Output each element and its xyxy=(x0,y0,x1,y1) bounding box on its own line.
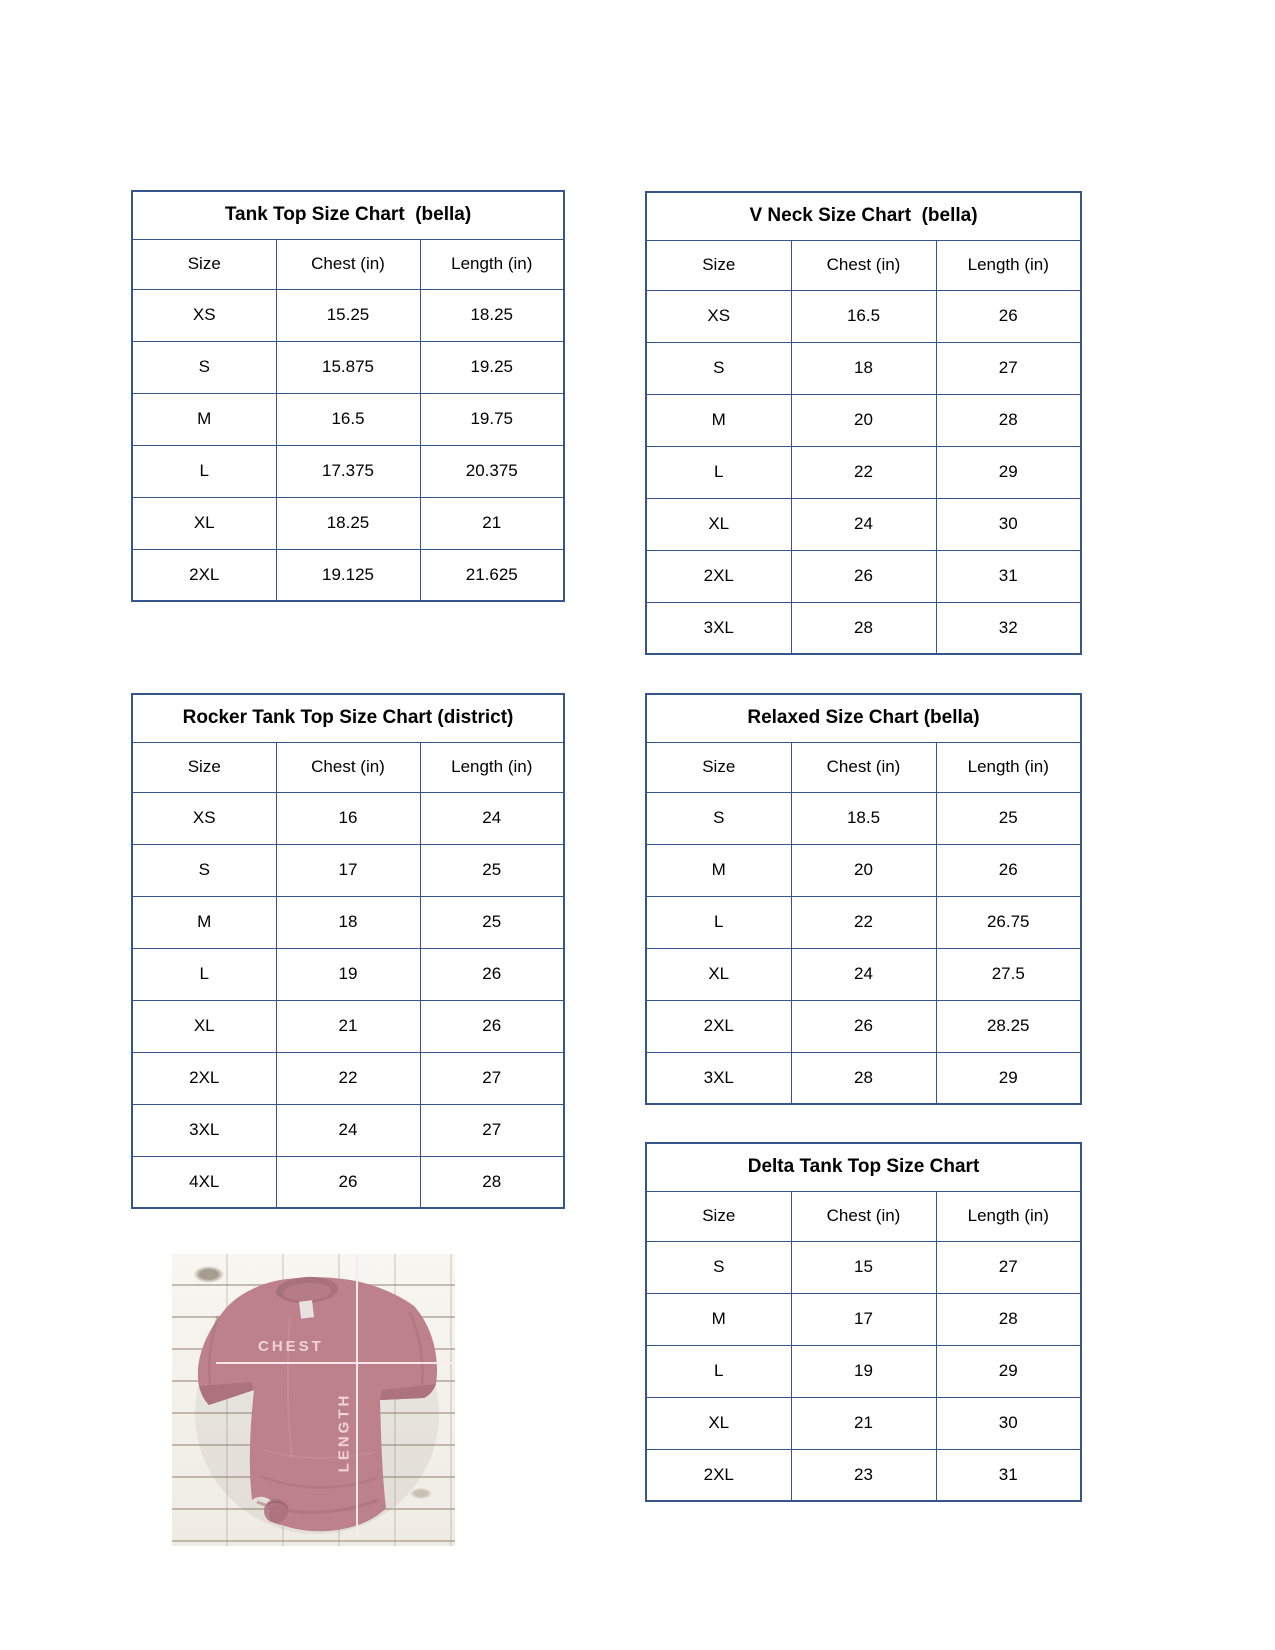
table-body xyxy=(646,1241,1081,1501)
table-title: Rocker Tank Top Size Chart (district) xyxy=(132,694,564,742)
size-cell: 2XL xyxy=(132,1052,276,1104)
size-cell: M xyxy=(646,844,791,896)
table-row xyxy=(646,446,1081,498)
size-cell: 3XL xyxy=(646,1052,791,1104)
chest-cell: 22 xyxy=(791,446,936,498)
size-cell: S xyxy=(646,1241,791,1293)
length-cell: 28 xyxy=(936,394,1081,446)
size-cell: 4XL xyxy=(132,1156,276,1208)
table-row xyxy=(646,1293,1081,1345)
size-cell: XL xyxy=(646,1397,791,1449)
column-header-chest: Chest (in) xyxy=(791,1191,936,1241)
size-cell: L xyxy=(646,446,791,498)
chest-cell: 16.5 xyxy=(276,393,420,445)
table-title-row xyxy=(646,694,1081,742)
length-cell: 29 xyxy=(936,446,1081,498)
table-header-row xyxy=(646,1191,1081,1241)
length-label: LENGTH xyxy=(335,1392,353,1473)
size-cell: 3XL xyxy=(646,602,791,654)
table-row xyxy=(646,290,1081,342)
table-title: Delta Tank Top Size Chart xyxy=(646,1143,1081,1191)
v-neck-size-table xyxy=(645,191,1082,655)
chest-cell: 24 xyxy=(791,948,936,1000)
chest-cell: 20 xyxy=(791,394,936,446)
size-cell: XL xyxy=(132,497,276,549)
length-cell: 25 xyxy=(936,792,1081,844)
size-cell: M xyxy=(132,896,276,948)
chest-cell: 18 xyxy=(276,896,420,948)
size-cell: XL xyxy=(646,498,791,550)
chest-cell: 17 xyxy=(276,844,420,896)
column-header-size: Size xyxy=(132,742,276,792)
column-header-size: Size xyxy=(646,742,791,792)
table-row xyxy=(132,1052,564,1104)
chest-cell: 24 xyxy=(276,1104,420,1156)
delta-tank-size-table xyxy=(645,1142,1082,1502)
table-row xyxy=(132,792,564,844)
table-title-row xyxy=(646,192,1081,240)
length-cell: 27 xyxy=(936,1241,1081,1293)
table-row xyxy=(132,445,564,497)
table-row xyxy=(132,844,564,896)
chest-cell: 26 xyxy=(791,1000,936,1052)
length-cell: 30 xyxy=(936,1397,1081,1449)
chest-measurement-line xyxy=(216,1362,454,1364)
tank-top-size-table xyxy=(131,190,565,602)
table-row xyxy=(646,498,1081,550)
length-cell: 32 xyxy=(936,602,1081,654)
length-cell: 28 xyxy=(936,1293,1081,1345)
size-cell: 3XL xyxy=(132,1104,276,1156)
table-title: V Neck Size Chart (bella) xyxy=(646,192,1081,240)
chest-cell: 26 xyxy=(791,550,936,602)
chest-cell: 17.375 xyxy=(276,445,420,497)
shirt-measurement-photo xyxy=(172,1254,455,1546)
chest-cell: 17 xyxy=(791,1293,936,1345)
chest-cell: 28 xyxy=(791,1052,936,1104)
table-row xyxy=(132,948,564,1000)
table-row xyxy=(132,497,564,549)
column-header-size: Size xyxy=(646,240,791,290)
length-cell: 30 xyxy=(936,498,1081,550)
size-cell: L xyxy=(132,948,276,1000)
column-header-length: Length (in) xyxy=(936,240,1081,290)
chest-cell: 24 xyxy=(791,498,936,550)
rocker-tank-size-table xyxy=(131,693,565,1209)
chest-cell: 16.5 xyxy=(791,290,936,342)
length-cell: 26 xyxy=(936,844,1081,896)
size-cell: 2XL xyxy=(132,549,276,601)
size-cell: XL xyxy=(132,1000,276,1052)
table-row xyxy=(132,896,564,948)
table-row xyxy=(646,1397,1081,1449)
chest-cell: 19 xyxy=(791,1345,936,1397)
chest-cell: 18.25 xyxy=(276,497,420,549)
length-cell: 27 xyxy=(420,1104,564,1156)
chest-cell: 22 xyxy=(791,896,936,948)
table-row xyxy=(646,342,1081,394)
table-row xyxy=(646,1449,1081,1501)
table-row xyxy=(132,393,564,445)
relaxed-size-table xyxy=(645,693,1082,1105)
size-cell: S xyxy=(646,792,791,844)
length-measurement-line xyxy=(356,1254,358,1538)
chest-cell: 28 xyxy=(791,602,936,654)
size-cell: S xyxy=(646,342,791,394)
chest-cell: 18.5 xyxy=(791,792,936,844)
chest-cell: 15 xyxy=(791,1241,936,1293)
chest-cell: 16 xyxy=(276,792,420,844)
table-header-row xyxy=(132,742,564,792)
chest-label: CHEST xyxy=(258,1338,324,1355)
length-cell: 24 xyxy=(420,792,564,844)
length-cell: 21 xyxy=(420,497,564,549)
table-row xyxy=(132,549,564,601)
table-row xyxy=(646,394,1081,446)
table-header-row xyxy=(646,742,1081,792)
size-cell: M xyxy=(646,1293,791,1345)
table-row xyxy=(132,1000,564,1052)
length-cell: 31 xyxy=(936,1449,1081,1501)
column-header-chest: Chest (in) xyxy=(276,742,420,792)
column-header-chest: Chest (in) xyxy=(791,742,936,792)
table-row xyxy=(646,844,1081,896)
chest-cell: 19.125 xyxy=(276,549,420,601)
length-cell: 27.5 xyxy=(936,948,1081,1000)
table-row xyxy=(646,792,1081,844)
chest-cell: 15.875 xyxy=(276,341,420,393)
table-row xyxy=(646,1000,1081,1052)
length-cell: 20.375 xyxy=(420,445,564,497)
length-cell: 26 xyxy=(420,948,564,1000)
chest-cell: 26 xyxy=(276,1156,420,1208)
size-cell: XS xyxy=(646,290,791,342)
table-row xyxy=(646,896,1081,948)
table-body xyxy=(646,290,1081,654)
length-cell: 29 xyxy=(936,1052,1081,1104)
size-cell: S xyxy=(132,341,276,393)
column-header-size: Size xyxy=(132,239,276,289)
size-cell: 2XL xyxy=(646,1000,791,1052)
length-cell: 31 xyxy=(936,550,1081,602)
length-cell: 18.25 xyxy=(420,289,564,341)
size-cell: M xyxy=(646,394,791,446)
length-cell: 28 xyxy=(420,1156,564,1208)
table-row xyxy=(646,1241,1081,1293)
table-body xyxy=(646,792,1081,1104)
length-cell: 29 xyxy=(936,1345,1081,1397)
chest-cell: 21 xyxy=(276,1000,420,1052)
length-cell: 27 xyxy=(936,342,1081,394)
chest-cell: 19 xyxy=(276,948,420,1000)
table-title: Relaxed Size Chart (bella) xyxy=(646,694,1081,742)
table-row xyxy=(646,1345,1081,1397)
column-header-length: Length (in) xyxy=(420,239,564,289)
column-header-length: Length (in) xyxy=(420,742,564,792)
table-title-row xyxy=(132,191,564,239)
table-row xyxy=(132,289,564,341)
length-cell: 21.625 xyxy=(420,549,564,601)
length-cell: 25 xyxy=(420,896,564,948)
size-cell: L xyxy=(132,445,276,497)
size-cell: XS xyxy=(132,289,276,341)
table-header-row xyxy=(646,240,1081,290)
length-cell: 26 xyxy=(420,1000,564,1052)
table-row xyxy=(132,341,564,393)
size-cell: M xyxy=(132,393,276,445)
table-body xyxy=(132,792,564,1208)
size-cell: L xyxy=(646,1345,791,1397)
size-cell: L xyxy=(646,896,791,948)
chest-cell: 22 xyxy=(276,1052,420,1104)
table-row xyxy=(646,948,1081,1000)
table-row xyxy=(132,1104,564,1156)
column-header-size: Size xyxy=(646,1191,791,1241)
table-row xyxy=(132,1156,564,1208)
column-header-chest: Chest (in) xyxy=(276,239,420,289)
chest-cell: 20 xyxy=(791,844,936,896)
table-row xyxy=(646,602,1081,654)
length-cell: 19.25 xyxy=(420,341,564,393)
tshirt-graphic xyxy=(172,1254,455,1546)
length-cell: 27 xyxy=(420,1052,564,1104)
length-cell: 28.25 xyxy=(936,1000,1081,1052)
size-cell: 2XL xyxy=(646,1449,791,1501)
table-title-row xyxy=(132,694,564,742)
column-header-length: Length (in) xyxy=(936,1191,1081,1241)
chest-cell: 15.25 xyxy=(276,289,420,341)
chest-cell: 21 xyxy=(791,1397,936,1449)
table-row xyxy=(646,550,1081,602)
length-cell: 26 xyxy=(936,290,1081,342)
size-cell: S xyxy=(132,844,276,896)
table-title: Tank Top Size Chart (bella) xyxy=(132,191,564,239)
table-row xyxy=(646,1052,1081,1104)
length-cell: 26.75 xyxy=(936,896,1081,948)
column-header-length: Length (in) xyxy=(936,742,1081,792)
table-title-row xyxy=(646,1143,1081,1191)
size-cell: 2XL xyxy=(646,550,791,602)
chest-cell: 18 xyxy=(791,342,936,394)
column-header-chest: Chest (in) xyxy=(791,240,936,290)
size-cell: XL xyxy=(646,948,791,1000)
table-body xyxy=(132,289,564,601)
size-cell: XS xyxy=(132,792,276,844)
chest-cell: 23 xyxy=(791,1449,936,1501)
length-cell: 19.75 xyxy=(420,393,564,445)
length-cell: 25 xyxy=(420,844,564,896)
table-header-row xyxy=(132,239,564,289)
